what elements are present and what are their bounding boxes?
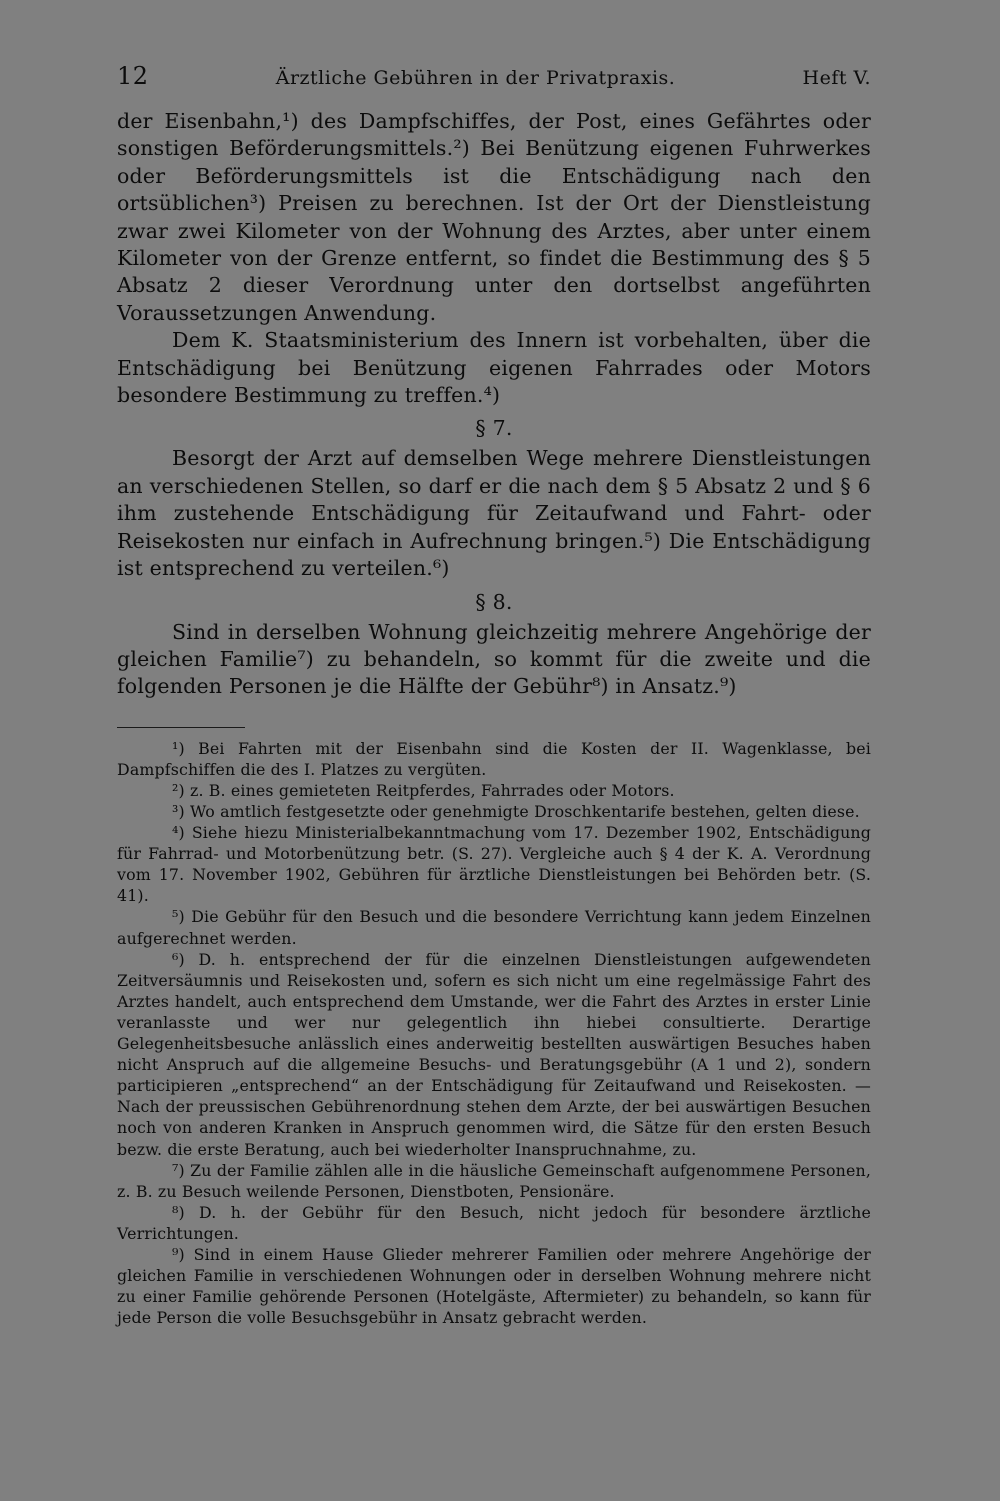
footnote: ²) z. B. eines gemieteten Reitpferdes, Fahrrades oder Motors.	[172, 780, 675, 800]
footnotes	[117, 738, 871, 1329]
issue-label: Heft V.	[802, 67, 871, 89]
section-heading-7: § 7.	[475, 416, 513, 441]
footnote: ⁴) Siehe hiezu Ministerialbekanntmachung vom 17. Dezember 1902, Entschädigung für Fahrrad- und Motorbenützung betr. (S. 27). Vergleiche auch § 4 der K. A. Verordnung vom 17. November 1902, Gebühren für ärztliche Dienstleistungen bei Behörden betr. (S. 41).	[117, 823, 871, 906]
running-title: Ärztliche Gebühren in der Privatpraxis.	[275, 67, 676, 89]
running-header	[117, 62, 871, 90]
footnote: ⁷) Zu der Familie zählen alle in die häusliche Gemeinschaft aufgenommene Personen, z. B. zu Besuch weilende Personen, Dienstboten, Pensionäre.	[117, 1160, 871, 1201]
paragraph: Dem K. Staatsministerium des Innern ist vorbehalten, über die Entschädigung bei Benützung eigenen Fahrrades oder Motors besondere Bestimmung zu treffen.⁴)	[117, 328, 871, 408]
paragraph: Sind in derselben Wohnung gleichzeitig mehrere Angehörige der gleichen Familie⁷) zu behandeln, so kommt für die zweite und die folgenden Personen je die Hälfte der Gebühr⁸) in Ansatz.⁹)	[117, 619, 871, 699]
footnote: ⁶) D. h. entsprechend der für die einzelnen Dienstleistungen aufgewendeten Zeitversäumnis und Reisekosten und, sofern es sich nicht um eine regelmässige Fahrt des Arztes handelt, auch entsprechend dem Umstande, wer die Fahrt des Arztes in erster Linie veranlasste und wer nur gelegentlich ihn hiebei consultierte. Derartige Gelegenheitsbesuche anlässlich eines anderweitig bestellten auswärtigen Besuches haben nicht Anspruch auf die allgemeine Besuchs- und Beratungsgebühr (A 1 und 2), sondern participieren „entsprechend“ an der Entschädigung für Zeitaufwand und Reisekosten. — Nach der preussischen Gebührenordnung stehen dem Arzte, der bei auswärtigen Besuchen noch von anderen Kranken in Anspruch genommen wird, die Sätze für den ersten Besuch bezw. die erste Beratung, auch bei wiederholter Inanspruchnahme, zu.	[117, 949, 871, 1159]
paragraph: Besorgt der Arzt auf demselben Wege mehrere Dienstleistungen an verschiedenen Stellen, so darf er die nach dem § 5 Absatz 2 und § 6 ihm zustehende Entschädigung für Zeitaufwand und Fahrt- oder Reisekosten nur einfach in Aufrechnung bringen.⁵) Die Entschädigung ist entsprechend zu verteilen.⁶)	[117, 446, 871, 581]
paragraph: der Eisenbahn,¹) des Dampfschiffes, der Post, eines Gefährtes oder sonstigen Beförderungsmittels.²) Bei Benützung eigenen Fuhrwerkes oder Beförderungsmittels ist die Entschädigung nach den ortsüblichen³) Preisen zu berechnen. Ist der Ort der Dienstleistung zwar zwei Kilometer von der Wohnung des Arztes, aber unter einem Kilometer von der Grenze entfernt, so findet die Bestimmung des § 5 Absatz 2 dieser Verordnung unter den dortselbst angeführten Voraussetzungen Anwendung.	[117, 109, 871, 325]
section-heading-8: § 8.	[475, 589, 513, 614]
book-page	[117, 62, 871, 1328]
footnote: ⁹) Sind in einem Hause Glieder mehrerer Familien oder mehrere Angehörige der gleichen Familie in verschiedenen Wohnungen oder in derselben Wohnung mehrere nicht zu einer Familie gehörende Personen (Hotelgäste, Aftermieter) zu behandeln, so kann für jede Person die volle Besuchsgebühr in Ansatz gebracht werden.	[117, 1244, 871, 1328]
page-number: 12	[117, 62, 149, 90]
main-text	[117, 108, 871, 701]
footnote: ³) Wo amtlich festgesetzte oder genehmigte Droschkentarife bestehen, gelten diese.	[172, 802, 860, 821]
footnote-divider	[117, 727, 245, 728]
footnote: ⁵) Die Gebühr für den Besuch und die besondere Verrichtung kann jedem Einzelnen aufgerechnet werden.	[117, 907, 871, 948]
footnote: ¹) Bei Fahrten mit der Eisenbahn sind die Kosten der II. Wagenklasse, bei Dampfschiffen die des I. Platzes zu vergüten.	[117, 738, 871, 779]
footnote: ⁸) D. h. der Gebühr für den Besuch, nicht jedoch für besondere ärztliche Verrichtungen.	[117, 1202, 871, 1243]
